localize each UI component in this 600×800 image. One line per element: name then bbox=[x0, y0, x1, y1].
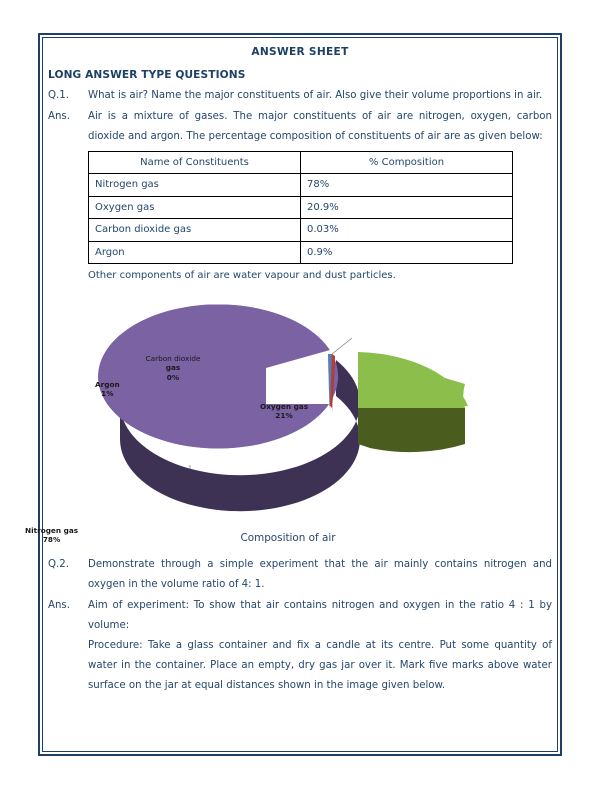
cell-constituent-value: 0.9% bbox=[301, 241, 513, 264]
composition-table-head bbox=[89, 151, 513, 174]
pie-label-nitrogen bbox=[25, 526, 78, 545]
table-row bbox=[89, 196, 513, 219]
pie-label-argon bbox=[95, 380, 120, 399]
pie-label-argon-name: Argon bbox=[95, 379, 120, 389]
pie-slice-nitrogen bbox=[98, 304, 360, 511]
answer-2-tag: Ans. bbox=[48, 600, 70, 612]
pie-label-carbon-dioxide-value: 0% bbox=[166, 372, 180, 382]
cell-constituent-value: 20.9% bbox=[301, 196, 513, 219]
column-header-name: Name of Constituents bbox=[89, 151, 301, 174]
table-row bbox=[89, 241, 513, 264]
question-1-tag: Q.1. bbox=[48, 90, 69, 102]
table-header-row bbox=[89, 151, 513, 174]
section-heading: LONG ANSWER TYPE QUESTIONS bbox=[48, 68, 246, 81]
pie-slice-oxygen bbox=[358, 352, 468, 452]
pie-label-oxygen-name: Oxygen gas bbox=[260, 401, 309, 411]
question-2-text: Demonstrate through a simple experiment that the air mainly contains nitrogen and oxygen in the volume ratio of 4: 1. bbox=[88, 559, 552, 591]
answer-2-aim: Aim of experiment: To show that air contains nitrogen and oxygen in the ratio 4 : 1 by volume: bbox=[88, 600, 552, 631]
composition-table-body bbox=[89, 174, 513, 264]
composition-table bbox=[88, 151, 513, 265]
answer-1-row bbox=[25, 107, 552, 554]
pie-chart-svg bbox=[80, 288, 550, 526]
document-content bbox=[25, 42, 552, 696]
question-1-text: What is air? Name the major constituents of air. Also give their volume proportions in air. bbox=[88, 90, 543, 102]
composition-table-wrapper bbox=[88, 151, 552, 265]
pie-label-oxygen-value: 21% bbox=[275, 411, 293, 421]
pie-label-nitrogen-name: Nitrogen gas bbox=[25, 525, 79, 535]
cell-constituent-name: Carbon dioxide gas bbox=[89, 219, 301, 242]
cell-constituent-name: Argon bbox=[89, 241, 301, 264]
table-row bbox=[89, 174, 513, 197]
cell-constituent-value: 78% bbox=[301, 174, 513, 197]
question-2-row bbox=[48, 555, 552, 595]
cell-constituent-value: 0.03% bbox=[301, 219, 513, 242]
other-components-note: Other components of air are water vapour and dust particles. bbox=[88, 270, 396, 282]
question-1-row bbox=[48, 86, 552, 106]
pie-label-carbon-dioxide bbox=[146, 354, 201, 382]
pie-label-carbon-dioxide-name2: gas bbox=[165, 363, 181, 373]
cell-constituent-name: Oxygen gas bbox=[89, 196, 301, 219]
chart-caption: Composition of air bbox=[240, 531, 336, 544]
answer-2-procedure: Procedure: Take a glass container and fix a candle at its centre. Put some quantity of water in the container. Place an empty, dry gas jar over it. Mark five marks above water surface on the jar at equal distances shown in the image given below. bbox=[88, 639, 552, 691]
table-row bbox=[89, 219, 513, 242]
answer-2-row bbox=[48, 596, 552, 695]
answer-1-text: Air is a mixture of gases. The major constituents of air are nitrogen, oxygen, carbon dioxide and argon. The percentage composition of constituents of air are as given below: bbox=[88, 111, 552, 143]
column-header-composition: % Composition bbox=[301, 151, 513, 174]
pie-label-argon-value: 1% bbox=[101, 389, 114, 399]
pie-label-nitrogen-value: 78% bbox=[42, 535, 61, 545]
question-2-tag: Q.2. bbox=[48, 559, 69, 571]
pie-label-carbon-dioxide-name: Carbon dioxide bbox=[145, 353, 201, 363]
answer-1-tag: Ans. bbox=[48, 111, 70, 123]
cell-constituent-name: Nitrogen gas bbox=[89, 174, 301, 197]
sheet-title: ANSWER SHEET bbox=[251, 46, 349, 58]
pie-label-oxygen bbox=[260, 402, 308, 421]
answer-2-body bbox=[88, 596, 552, 695]
